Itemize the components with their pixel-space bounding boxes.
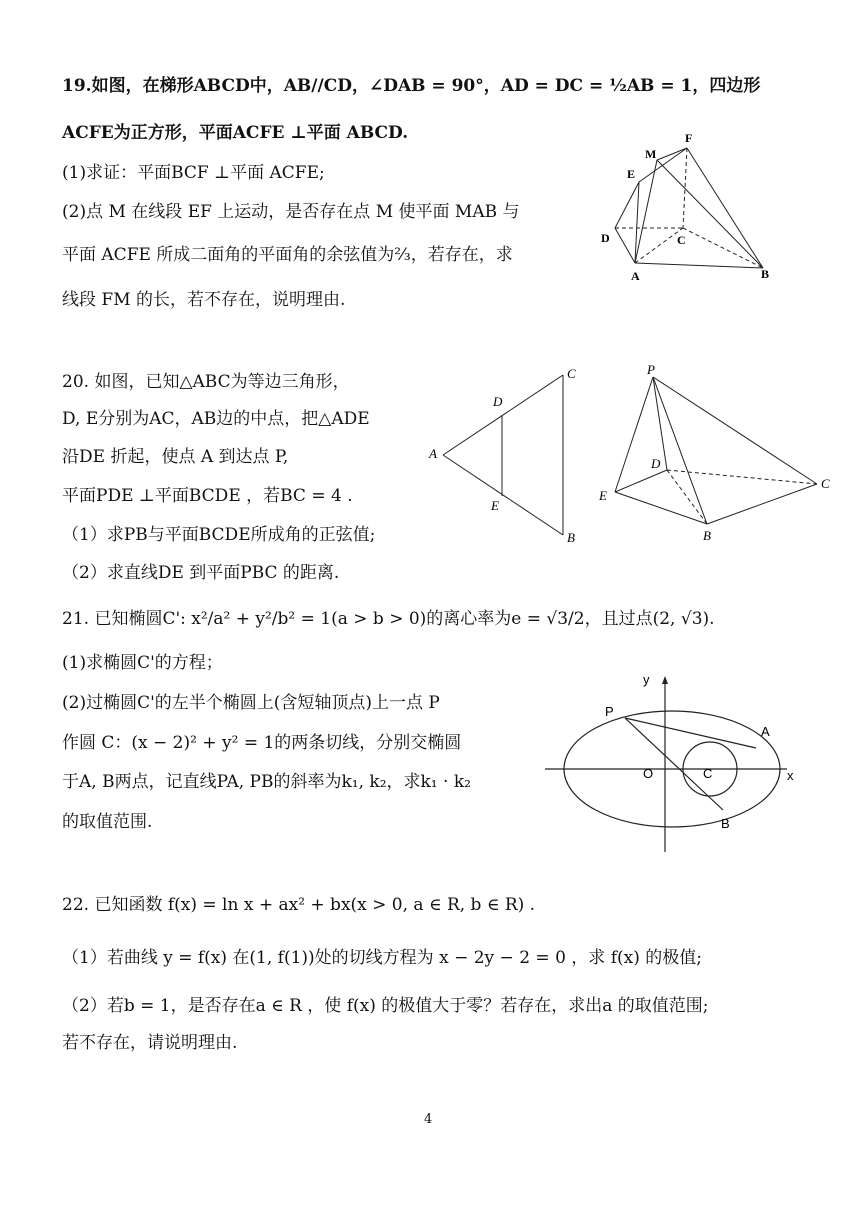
- q20-line-6: （2）求直线DE 到平面PBC 的距离.: [62, 563, 340, 583]
- q20-triangle-figure: [425, 360, 585, 550]
- q19-line-3: (1)求证：平面BCF ⊥平面 ACFE;: [62, 163, 325, 183]
- q22-line-4: 若不存在，请说明理由.: [62, 1033, 238, 1053]
- q19-label-A: A: [631, 269, 640, 283]
- q21-line-2: (1)求椭圆C'的方程；: [62, 653, 223, 673]
- q20-pyramid-figure: [595, 360, 840, 550]
- q21-line-5: 于A, B两点，记直线PA, PB的斜率为k₁, k₂，求k₁ · k₂: [62, 772, 471, 792]
- q20-line-2: D, E分别为AC，AB边的中点，把△ADE: [62, 409, 370, 429]
- q21-label-B: B: [721, 816, 730, 831]
- q21-label-P: P: [605, 704, 614, 719]
- q20-line-4: 平面PDE ⊥平面BCDE ，若BC = 4 .: [62, 486, 353, 506]
- q19-label-F: F: [685, 131, 693, 145]
- q20-line-5: （1）求PB与平面BCDE所成角的正弦值;: [62, 525, 376, 545]
- q21-label-A: A: [761, 724, 770, 739]
- q21-label-C: C: [703, 766, 713, 781]
- q20-pyr-label-D: D: [651, 456, 661, 471]
- q21-line-1: 21. 已知椭圆C': x²/a² + y²/b² = 1(a > b > 0)的离心率为e = √3/2，且过点(2, √3).: [62, 609, 715, 629]
- q20-pyr-label-P: P: [647, 362, 655, 377]
- q20-pyr-label-E: E: [599, 488, 607, 503]
- q21-label-O: O: [643, 766, 654, 781]
- q19-line-5: 平面 ACFE 所成二面角的平面角的余弦值为⅔，若存在，求: [62, 245, 513, 265]
- q21-label-x: x: [787, 768, 794, 783]
- q21-label-y: y: [643, 672, 650, 687]
- q19-line-6: 线段 FM 的长，若不存在，说明理由.: [62, 290, 346, 310]
- q20-line-1: 20. 如图，已知△ABC为等边三角形，: [62, 372, 350, 392]
- q19-label-D: D: [601, 231, 610, 245]
- q19-line-4: (2)点 M 在线段 EF 上运动，是否存在点 M 使平面 MAB 与: [62, 202, 520, 222]
- q20-tri-label-D: D: [493, 394, 503, 409]
- q19-label-E: E: [627, 167, 636, 181]
- q20-tri-label-E: E: [491, 498, 499, 513]
- q20-tri-label-C: C: [567, 366, 576, 381]
- q20-tri-label-A: A: [429, 446, 437, 461]
- q21-figure: [535, 672, 805, 857]
- q20-tri-label-B: B: [567, 530, 575, 545]
- q22-line-3: （2）若b = 1，是否存在a ∈ R ，使 f(x) 的极值大于零？若存在，求出a 的取值范围;: [62, 996, 709, 1016]
- q19-line-2: ACFE为正方形，平面ACFE ⊥平面 ABCD.: [62, 123, 409, 143]
- q19-label-M: M: [645, 147, 657, 161]
- q22-line-1: 22. 已知函数 f(x) = ln x + ax² + bx(x > 0, a ∈ R, b ∈ R) .: [62, 895, 536, 915]
- q21-line-4: 作圆 C：(x − 2)² + y² = 1的两条切线，分别交椭圆: [62, 733, 462, 753]
- q19-label-B: B: [761, 267, 770, 281]
- q20-pyr-label-B: B: [703, 528, 711, 543]
- q19-label-C: C: [677, 233, 686, 247]
- q21-line-6: 的取值范围.: [62, 812, 153, 832]
- q20-pyr-label-C: C: [821, 476, 830, 491]
- q19-figure: [595, 128, 785, 288]
- q22-line-2: （1）若曲线 y = f(x) 在(1, f(1))处的切线方程为 x − 2y − 2 = 0 ，求 f(x) 的极值;: [62, 948, 702, 968]
- q21-line-3: (2)过椭圆C'的左半个椭圆上(含短轴顶点)上一点 P: [62, 693, 440, 713]
- page-number: 4: [424, 1112, 433, 1127]
- q20-line-3: 沿DE 折起，使点 A 到达点 P,: [62, 447, 289, 467]
- q19-line-1: 19.如图，在梯形ABCD中，AB//CD，∠DAB = 90°，AD = DC = ½AB = 1，四边形: [62, 76, 761, 96]
